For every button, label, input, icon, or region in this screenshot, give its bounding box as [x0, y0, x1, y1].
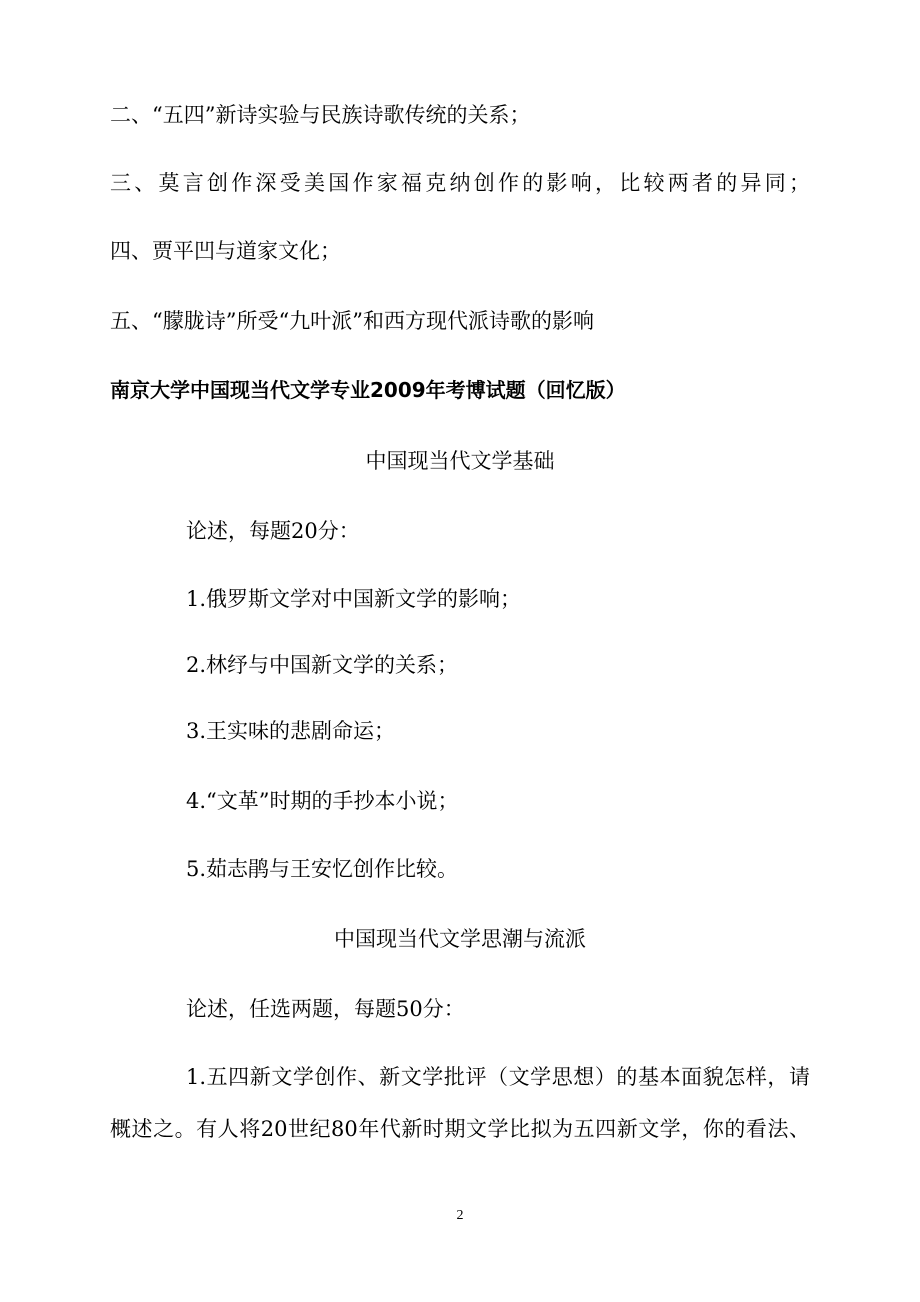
- list-item: 2.林纾与中国新文学的关系；: [186, 653, 459, 677]
- list-item: 5.茹志鹃与王安忆创作比较。: [186, 857, 459, 881]
- question-line-4: 四、贾平凹与道家文化；: [110, 239, 341, 263]
- section-heading-trends: 中国现当代文学思潮与流派: [334, 927, 586, 951]
- list-item: 1.俄罗斯文学对中国新文学的影响；: [186, 587, 522, 611]
- exam-title: 南京大学中国现当代文学专业2009年考博试题（回忆版）: [110, 378, 626, 402]
- section-instruction-basics: 论述，每题20分：: [186, 519, 360, 543]
- question-line-3: 三、莫言创作深受美国作家福克纳创作的影响，比较两者的异同；: [110, 171, 810, 195]
- question-line-2: 二、“五四”新诗实验与民族诗歌传统的关系；: [110, 103, 531, 127]
- question-line-5: 五、“朦胧诗”所受“九叶派”和西方现代派诗歌的影响: [110, 309, 594, 333]
- paragraph-line: 概述之。有人将20世纪80年代新时期文学比拟为五四新文学，你的看法、: [110, 1117, 810, 1141]
- list-item: 3.王实味的悲剧命运；: [186, 719, 396, 743]
- list-item: 4.“文革”时期的手抄本小说；: [186, 789, 459, 813]
- section-instruction-trends: 论述，任选两题，每题50分：: [186, 997, 465, 1021]
- paragraph-line: 1.五四新文学创作、新文学批评（文学思想）的基本面貌怎样，请: [186, 1065, 810, 1089]
- page-number: 2: [456, 1208, 464, 1223]
- section-heading-basics: 中国现当代文学基础: [365, 449, 555, 473]
